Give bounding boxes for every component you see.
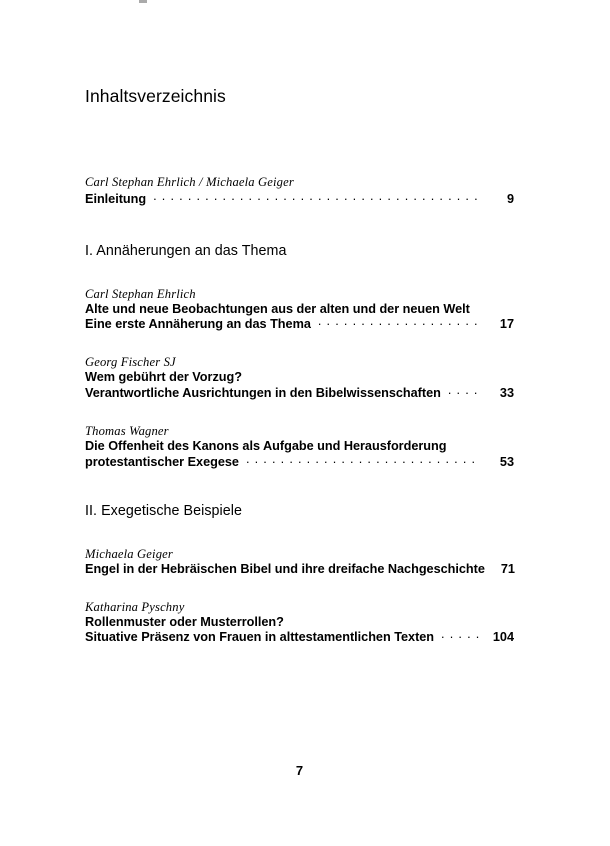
page-title: Inhaltsverzeichnis [85, 86, 226, 106]
toc-dot-leader [318, 316, 480, 329]
toc-entry-title-last-line [85, 316, 514, 332]
toc-entry-author: Michaela Geiger [85, 546, 173, 561]
toc-entry[interactable] [85, 600, 514, 645]
toc-entry-title-line [85, 370, 514, 384]
toc-entry[interactable] [85, 287, 514, 332]
page-folio-number: 7 [295, 763, 304, 778]
toc-entry-title-text: Engel in der Hebräischen Bibel und ihre dreifache Nachgeschichte [85, 561, 485, 576]
toc-dot-leader [448, 384, 480, 397]
toc-entry-page-number: 104 [492, 630, 514, 645]
toc-entry-author: Georg Fischer SJ [85, 355, 176, 370]
toc-entry-author: Katharina Pyschny [85, 599, 185, 614]
toc-dot-leader [441, 629, 480, 642]
toc-entry-title-text: Eine erste Annäherung an das Thema [85, 317, 311, 332]
toc-entry[interactable] [85, 355, 514, 400]
toc-entry[interactable] [85, 175, 514, 206]
toc-entry-title-text: Die Offenheit des Kanons als Aufgabe und Herausforderung [85, 439, 447, 454]
toc-entry-title-last-line [85, 384, 514, 400]
toc-entry-list [85, 175, 514, 644]
toc-entry-title-text: Situative Präsenz von Frauen in alttestamentlichen Texten [85, 630, 435, 645]
toc-entry-title-text: protestantischer Exegese [85, 454, 239, 469]
toc-entry-page-number: 33 [499, 386, 514, 401]
toc-entry-title-last-line [85, 190, 514, 206]
toc-entry-page-number: 17 [499, 317, 514, 332]
toc-entry-title-last-line [85, 453, 514, 469]
toc-section-heading: II. Exegetische Beispiele [85, 502, 243, 519]
toc-entry-title-line [85, 439, 514, 453]
toc-entry-author: Thomas Wagner [85, 424, 169, 439]
toc-dot-leader [246, 453, 480, 466]
toc-entry-title-text: Einleitung [85, 191, 147, 206]
toc-entry-page-number: 71 [500, 561, 515, 576]
toc-entry-author: Carl Stephan Ehrlich [85, 286, 196, 301]
toc-entry-author: Carl Stephan Ehrlich / Michaela Geiger [85, 175, 294, 189]
toc-entry[interactable] [85, 547, 514, 576]
toc-entry-title-last-line [85, 629, 514, 645]
toc-entry-title-text: Verantwortliche Ausrichtungen in den Bibelwissenschaften [85, 386, 441, 401]
toc-entry-title-text: Rollenmuster oder Musterrollen? [85, 614, 284, 629]
toc-entry-title-line [85, 615, 514, 629]
toc-dot-leader [153, 190, 480, 203]
toc-entry-page-number: 9 [506, 191, 514, 206]
toc-entry[interactable] [85, 424, 514, 469]
toc-entry-title-text: Alte und neue Beobachtungen aus der alten und der neuen Welt [85, 301, 470, 316]
toc-entry-title-last-line [85, 562, 514, 576]
page-content-area [85, 0, 514, 846]
toc-entry-title-text: Wem gebührt der Vorzug? [85, 370, 242, 385]
toc-entry-title-line [85, 302, 514, 316]
toc-entry-page-number: 53 [499, 454, 514, 469]
toc-section-heading: I. Annäherungen an das Thema [85, 242, 287, 259]
